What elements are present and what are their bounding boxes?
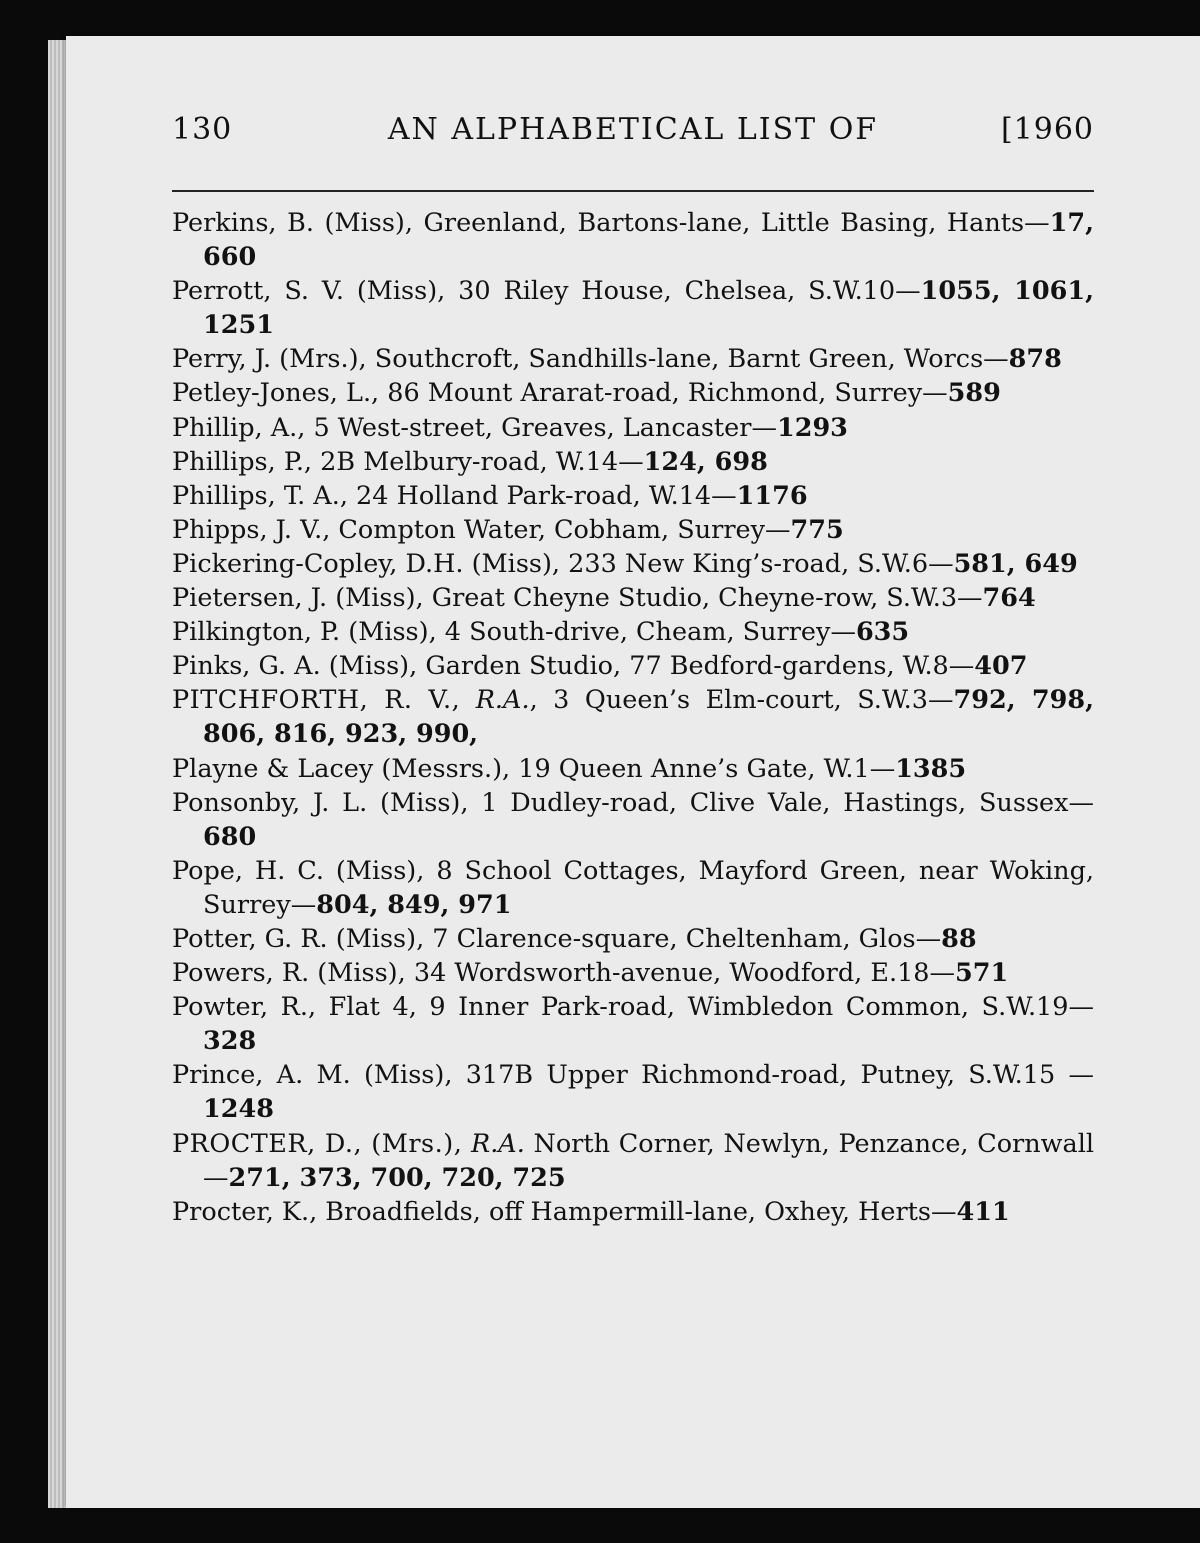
entry-text: Potter, G. R. (Miss), 7 Clarence-square, Cheltenham, Glos: [172, 923, 916, 954]
list-entry: [172, 376, 1094, 410]
entry-text: Phillips, T. A., 24 Holland Park-road, W.14: [172, 480, 712, 511]
list-entry: [172, 274, 1094, 342]
running-header: [172, 102, 1094, 152]
entry-numbers: 88: [941, 923, 977, 954]
entry-dash: —: [751, 412, 777, 443]
list-entry: [172, 615, 1094, 649]
list-entry: [172, 547, 1094, 581]
entry-numbers: 411: [956, 1196, 1010, 1227]
entry-text: Perry, J. (Mrs.), Southcroft, Sandhills-lane, Barnt Green, Worcs: [172, 344, 984, 375]
entry-dash: —: [830, 617, 856, 648]
list-entry: [172, 683, 1094, 751]
entry-numbers: 589: [947, 378, 1001, 409]
entry-text: Ponsonby, J. L. (Miss), 1 Dudley-road, Clive Vale, Hastings, Sussex: [172, 787, 1069, 818]
entry-numbers: 328: [203, 1026, 257, 1057]
entry-name-caps: PROCTER, D., (Mrs.),: [172, 1128, 463, 1159]
entry-dash: —: [915, 923, 942, 954]
list-entry: [172, 1127, 1094, 1195]
list-entry: [172, 581, 1094, 615]
header-year: [1960: [1000, 112, 1094, 147]
list-entry: [172, 922, 1094, 956]
list-entry: [172, 854, 1094, 922]
entry-dash: —: [1068, 787, 1094, 818]
entry-text: Perrott, S. V. (Miss), 30 Riley House, Chelsea, S.W.10: [172, 276, 896, 307]
entry-numbers: 804, 849, 971: [316, 889, 512, 920]
entry-text: Pope, H. C. (Miss), 8 School Cottages, Mayford Green, near Woking, Surrey: [172, 855, 1094, 920]
entry-dash: —: [928, 685, 954, 716]
entry-text: Playne & Lacey (Messrs.), 19 Queen Anne’s Gate, W.1: [172, 753, 870, 784]
list-entry: [172, 513, 1094, 547]
entry-numbers: 1385: [895, 753, 967, 784]
entry-numbers: 764: [982, 583, 1036, 614]
entry-text: Pinks, G. A. (Miss), Garden Studio, 77 Bedford-gardens, W.8: [172, 651, 949, 682]
entry-numbers: 571: [955, 958, 1009, 989]
entry-text: Phillips, P., 2B Melbury-road, W.14: [172, 446, 619, 477]
entry-text: Pickering-Copley, D.H. (Miss), 233 New King’s-road, S.W.6: [172, 548, 929, 579]
list-entry: [172, 206, 1094, 274]
entry-name-caps: PITCHFORTH, R. V.,: [172, 685, 461, 716]
entry-text: Phillip, A., 5 West-street, Greaves, Lancaster: [172, 412, 752, 443]
entry-numbers: 775: [790, 514, 844, 545]
entry-numbers: 680: [203, 821, 257, 852]
entry-text: Petley-Jones, L., 86 Mount Ararat-road, Richmond, Surrey: [172, 378, 923, 409]
list-entry: [172, 411, 1094, 445]
entry-dash: —: [290, 889, 317, 920]
entry-dash: —: [931, 1196, 957, 1227]
entry-ra-italic: R.A.: [475, 685, 530, 716]
entry-text: Pietersen, J. (Miss), Great Cheyne Studio, Cheyne-row, S.W.3: [172, 583, 958, 614]
entry-dash: —: [895, 276, 921, 307]
list-entry: [172, 956, 1094, 990]
list-entry: [172, 342, 1094, 376]
entry-numbers: 1248: [203, 1094, 274, 1125]
list-entry: [172, 445, 1094, 479]
entry-dash: —: [765, 514, 791, 545]
entry-numbers: 878: [1008, 344, 1062, 375]
entry-numbers: 271, 373, 700, 720, 725: [228, 1162, 566, 1193]
entry-dash: —: [948, 651, 975, 682]
entry-dash: —: [957, 583, 983, 614]
entry-list: [172, 206, 1094, 1229]
entry-text: Powers, R. (Miss), 34 Wordsworth-avenue, Woodford, E.18: [172, 958, 930, 989]
list-entry: [172, 990, 1094, 1058]
entry-text: North Corner, Newlyn, Penzance, Cornwall: [524, 1128, 1095, 1159]
entry-text: Procter, K., Broadfields, off Hampermill-lane, Oxhey, Herts: [172, 1196, 931, 1227]
list-entry: [172, 786, 1094, 854]
entry-dash: —: [869, 753, 896, 784]
entry-text: Pilkington, P. (Miss), 4 South-drive, Cheam, Surrey: [172, 617, 831, 648]
entry-ra-italic: R.A.: [471, 1128, 525, 1159]
entry-text: Prince, A. M. (Miss), 317B Upper Richmond-road, Putney, S.W.15: [172, 1060, 1069, 1091]
list-entry: [172, 1058, 1094, 1126]
entry-text: Perkins, B. (Miss), Greenland, Bartons-lane, Little Basing, Hants: [172, 208, 1025, 238]
list-entry: [172, 649, 1094, 683]
entry-dash: —: [618, 446, 644, 477]
entry-text: Powter, R., Flat 4, 9 Inner Park-road, Wimbledon Common, S.W.19: [172, 992, 1069, 1023]
entry-numbers: 581, 649: [953, 548, 1078, 579]
entry-dash: —: [1068, 992, 1094, 1023]
entry-numbers: 635: [855, 617, 910, 648]
entry-dash: —: [922, 378, 948, 409]
entry-numbers: 124, 698: [643, 446, 768, 477]
entry-dash: —: [711, 480, 737, 511]
entry-dash: —: [203, 1162, 229, 1193]
list-entry: [172, 752, 1094, 786]
entry-dash: —: [928, 548, 954, 579]
entry-dash: —: [1024, 208, 1050, 238]
entry-text: Phipps, J. V., Compton Water, Cobham, Surrey: [172, 514, 766, 545]
entry-dash: —: [983, 344, 1009, 375]
page-title: AN ALPHABETICAL LIST OF: [387, 112, 879, 147]
list-entry: [172, 1195, 1094, 1229]
entry-dash: —: [929, 958, 956, 989]
entry-dash: —: [1068, 1060, 1094, 1091]
entry-numbers: 407: [974, 651, 1028, 682]
page-number: 130: [172, 112, 233, 147]
entry-numbers: 1176: [736, 480, 808, 511]
entry-numbers: 792, 798, 806, 816, 923, 990,: [203, 685, 1095, 750]
header-rule: [172, 190, 1094, 192]
entry-numbers: 1293: [776, 412, 848, 443]
entry-numbers: 17, 660: [203, 208, 1094, 273]
list-entry: [172, 479, 1094, 513]
entry-numbers: 1055, 1061, 1251: [203, 276, 1095, 341]
entry-text: , 3 Queen’s Elm-court, S.W.3: [529, 685, 928, 716]
